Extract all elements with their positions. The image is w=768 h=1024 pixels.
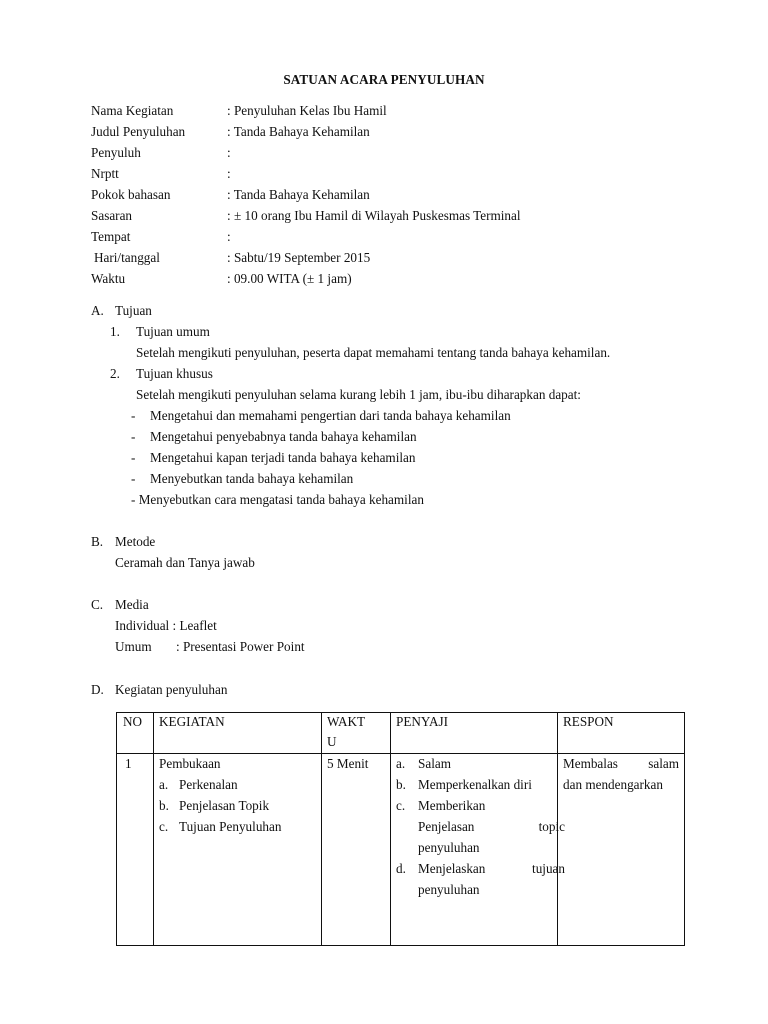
value-nrptt: : [227,166,231,181]
kegiatan-item-mark: a. [159,777,169,792]
tujuan-khusus-bullet: Mengetahui penyebabnya tanda bahaya kehamilan [150,429,417,444]
tujuan-umum-text: Setelah mengikuti penyuluhan, peserta dapat memahami tentang tanda bahaya kehamilan. [136,345,611,360]
section-d-marker: D. [91,682,104,697]
section-c-title: Media [115,597,149,612]
header-waktu-line2: U [327,734,337,749]
respon-word: salam [648,756,679,771]
tujuan-khusus-text: Setelah mengikuti penyuluhan selama kurang lebih 1 jam, ibu-ibu diharapkan dapat: [136,387,581,402]
value-sasaran: : ± 10 orang Ibu Hamil di Wilayah Puskesmas Terminal [227,208,521,223]
penyaji-item: Salam [418,756,451,771]
header-kegiatan: KEGIATAN [159,714,225,729]
value-waktu: : 09.00 WITA (± 1 jam) [227,271,352,286]
kegiatan-item-mark: c. [159,819,169,834]
header-waktu-line1: WAKT [327,714,366,729]
header-penyaji: PENYAJI [396,714,449,729]
label-judul-penyuluhan: Judul Penyuluhan [91,124,186,139]
tujuan-khusus-last-bullet: - Menyebutkan cara mengatasi tanda bahaya kehamilan [131,492,424,507]
penyaji-word: Penjelasan [418,819,475,834]
kegiatan-table [116,712,685,946]
section-a-marker: A. [91,303,104,318]
section-b-marker: B. [91,534,104,549]
kegiatan-title: Pembukaan [159,756,221,771]
respon-word: Membalas [563,756,618,771]
tujuan-umum-number: 1. [110,324,120,339]
bullet-dash: - [131,429,136,444]
label-nrptt: Nrptt [91,166,119,181]
penyaji-word: Menjelaskan [418,861,486,876]
tujuan-khusus-number: 2. [110,366,120,381]
row-no: 1 [125,756,132,771]
penyaji-word: tujuan [532,861,565,876]
metode-text: Ceramah dan Tanya jawab [115,555,255,570]
bullet-dash: - [131,471,136,486]
section-b-title: Metode [115,534,156,549]
tujuan-khusus-title: Tujuan khusus [136,366,213,381]
label-sasaran: Sasaran [91,208,133,223]
section-d-title: Kegiatan penyuluhan [115,682,228,697]
header-respon: RESPON [563,714,614,729]
penyaji-mark: d. [396,861,406,876]
value-judul-penyuluhan: : Tanda Bahaya Kehamilan [227,124,370,139]
kegiatan-item-mark: b. [159,798,169,813]
tujuan-khusus-bullet: Menyebutkan tanda bahaya kehamilan [150,471,354,486]
waktu-value: 5 Menit [327,756,369,771]
penyaji-item: Memperkenalkan diri [418,777,532,792]
bullet-dash: - [131,408,136,423]
penyaji-mark: a. [396,756,406,771]
tujuan-umum-title: Tujuan umum [136,324,210,339]
value-penyuluh: : [227,145,231,160]
value-nama-kegiatan: : Penyuluhan Kelas Ibu Hamil [227,103,387,118]
media-umum-value: : Presentasi Power Point [176,639,305,654]
header-row-divider [117,753,684,754]
label-tempat: Tempat [91,229,131,244]
tujuan-khusus-bullet: Mengetahui kapan terjadi tanda bahaya kehamilan [150,450,416,465]
media-individual: Individual : Leaflet [115,618,217,633]
column-divider [390,713,391,945]
penyaji-item: penyuluhan [418,882,480,897]
penyaji-justified-line [418,861,565,877]
penyaji-mark: b. [396,777,406,792]
kegiatan-item: Tujuan Penyuluhan [179,819,282,834]
label-pokok-bahasan: Pokok bahasan [91,187,171,202]
label-penyuluh: Penyuluh [91,145,141,160]
document-title: SATUAN ACARA PENYULUHAN [283,72,485,87]
column-divider [321,713,322,945]
media-umum-label: Umum [115,639,152,654]
penyaji-justified-line [418,819,565,835]
respon-line1 [563,756,679,772]
section-a-title: Tujuan [115,303,152,318]
value-tempat: : [227,229,231,244]
label-hari-tanggal: Hari/tanggal [94,250,160,265]
respon-line2: dan mendengarkan [563,777,663,792]
section-c-marker: C. [91,597,104,612]
penyaji-item: Memberikan [418,798,486,813]
penyaji-word: topic [538,819,565,834]
column-divider [153,713,154,945]
header-no: NO [123,714,143,729]
tujuan-khusus-bullet: Mengetahui dan memahami pengertian dari tanda bahaya kehamilan [150,408,511,423]
bullet-dash: - [131,450,136,465]
value-hari-tanggal: : Sabtu/19 September 2015 [227,250,371,265]
label-waktu: Waktu [91,271,126,286]
penyaji-mark: c. [396,798,406,813]
value-pokok-bahasan: : Tanda Bahaya Kehamilan [227,187,370,202]
label-nama-kegiatan: Nama Kegiatan [91,103,174,118]
penyaji-item: penyuluhan [418,840,480,855]
kegiatan-item: Perkenalan [179,777,238,792]
kegiatan-item: Penjelasan Topik [179,798,270,813]
